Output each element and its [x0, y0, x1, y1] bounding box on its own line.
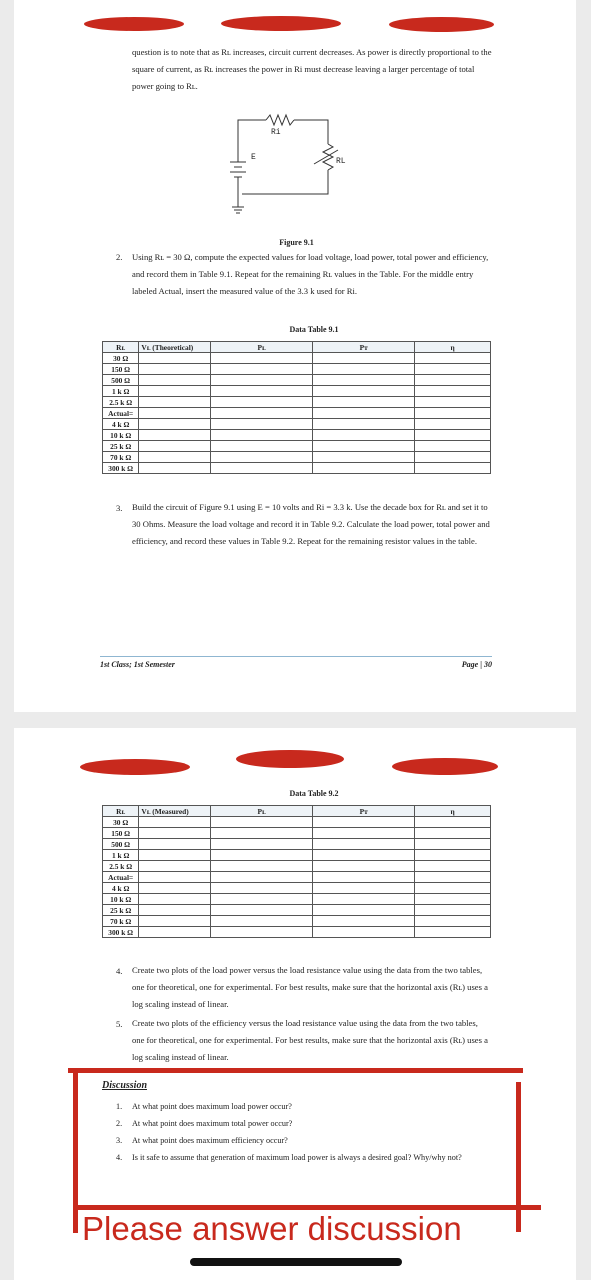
rl-value-cell: 10 k Ω: [103, 894, 139, 905]
empty-cell[interactable]: [211, 408, 313, 419]
discussion-question: [116, 1115, 496, 1132]
rl-value-cell: 2.5 k Ω: [103, 861, 139, 872]
empty-cell[interactable]: [139, 872, 211, 883]
rl-value-cell: 10 k Ω: [103, 430, 139, 441]
empty-cell[interactable]: [139, 397, 211, 408]
empty-cell[interactable]: [313, 375, 415, 386]
empty-cell[interactable]: [415, 905, 491, 916]
step-2-text: Using Rʟ = 30 Ω, compute the expected values for load voltage, load power, total power and efficiency, and record them in Table 9.1. Repeat for the remaining Rʟ values in the Table. For the middle entry labeled Actual, insert the measured value of the 3.3 k used for Ri.: [132, 252, 489, 296]
empty-cell[interactable]: [415, 386, 491, 397]
empty-cell[interactable]: [313, 817, 415, 828]
empty-cell[interactable]: [139, 364, 211, 375]
empty-cell[interactable]: [139, 430, 211, 441]
rl-value-cell: 150 Ω: [103, 364, 139, 375]
footer-divider: [100, 656, 492, 657]
empty-cell[interactable]: [313, 386, 415, 397]
empty-cell[interactable]: [211, 353, 313, 364]
rl-value-cell: Actual=: [103, 408, 139, 419]
empty-cell[interactable]: [415, 441, 491, 452]
table-header-row: [103, 806, 491, 817]
empty-cell[interactable]: [313, 883, 415, 894]
empty-cell[interactable]: [313, 905, 415, 916]
empty-cell[interactable]: [211, 894, 313, 905]
table-row: [103, 375, 491, 386]
data-table-9-2: [102, 805, 491, 938]
table-row: [103, 397, 491, 408]
empty-cell[interactable]: [139, 452, 211, 463]
empty-cell[interactable]: [415, 861, 491, 872]
empty-cell[interactable]: [313, 916, 415, 927]
document-page-1: [14, 0, 576, 712]
redaction-mark: [221, 16, 341, 31]
step-3-text: Build the circuit of Figure 9.1 using E = 10 volts and Ri = 3.3 k. Use the decade box for Rʟ and set it to 30 Ohms. Measure the load voltage and record it in Table 9.2. Calculate the load power, total power and efficiency, and record these values in Table 9.2. Repeat for the remaining resistor values in the table.: [132, 502, 490, 546]
discussion-question: [116, 1149, 496, 1166]
empty-cell[interactable]: [415, 872, 491, 883]
empty-cell[interactable]: [415, 397, 491, 408]
empty-cell[interactable]: [313, 894, 415, 905]
table-row: [103, 452, 491, 463]
empty-cell[interactable]: [313, 419, 415, 430]
question-number: 4.: [116, 1153, 123, 1162]
home-indicator[interactable]: [190, 1258, 402, 1266]
empty-cell[interactable]: [313, 452, 415, 463]
empty-cell[interactable]: [211, 883, 313, 894]
empty-cell[interactable]: [313, 828, 415, 839]
empty-cell[interactable]: [313, 441, 415, 452]
empty-cell[interactable]: [211, 441, 313, 452]
document-page-2: [14, 728, 576, 1280]
empty-cell[interactable]: [415, 883, 491, 894]
empty-cell[interactable]: [211, 839, 313, 850]
empty-cell[interactable]: [313, 927, 415, 938]
empty-cell[interactable]: [211, 905, 313, 916]
table-row: [103, 419, 491, 430]
col-header-eta: η: [415, 342, 491, 353]
empty-cell[interactable]: [313, 408, 415, 419]
step-3-number: 3.: [116, 503, 123, 513]
empty-cell[interactable]: [139, 916, 211, 927]
empty-cell[interactable]: [211, 850, 313, 861]
empty-cell[interactable]: [313, 850, 415, 861]
col-header-pt: Pᴛ: [313, 806, 415, 817]
table-row: [103, 861, 491, 872]
table-row: [103, 883, 491, 894]
table-row: [103, 850, 491, 861]
e-label: E: [251, 153, 256, 162]
empty-cell[interactable]: [211, 872, 313, 883]
rl-label: RL: [336, 157, 346, 166]
question-text: At what point does maximum load power occur?: [132, 1102, 292, 1111]
empty-cell[interactable]: [139, 375, 211, 386]
col-header-vl: Vʟ (Measured): [139, 806, 211, 817]
redaction-mark: [80, 759, 190, 775]
empty-cell[interactable]: [139, 839, 211, 850]
col-header-eta: η: [415, 806, 491, 817]
question-number: 2.: [116, 1119, 123, 1128]
ri-label: Ri: [271, 128, 281, 137]
empty-cell[interactable]: [211, 861, 313, 872]
redaction-mark: [84, 17, 184, 31]
step-2-number: 2.: [116, 252, 123, 262]
rl-value-cell: 70 k Ω: [103, 916, 139, 927]
empty-cell[interactable]: [415, 817, 491, 828]
empty-cell[interactable]: [211, 430, 313, 441]
rl-value-cell: 300 k Ω: [103, 463, 139, 474]
rl-value-cell: 2.5 k Ω: [103, 397, 139, 408]
rl-value-cell: 30 Ω: [103, 353, 139, 364]
discussion-question: [116, 1132, 496, 1149]
step-4-text: Create two plots of the load power versus the load resistance value using the data from the two tables, one for theoretical, one for experimental. For best results, make sure that the horizontal axis (Rʟ) uses a log scaling instead of linear.: [132, 965, 488, 1009]
empty-cell[interactable]: [139, 441, 211, 452]
rl-value-cell: 1 k Ω: [103, 386, 139, 397]
empty-cell[interactable]: [415, 927, 491, 938]
empty-cell[interactable]: [139, 408, 211, 419]
empty-cell[interactable]: [415, 430, 491, 441]
rl-value-cell: 4 k Ω: [103, 419, 139, 430]
table-row: [103, 916, 491, 927]
empty-cell[interactable]: [415, 463, 491, 474]
table-row: [103, 463, 491, 474]
step-5-text: Create two plots of the efficiency versus the load resistance value using the data from the two tables, one for theoretical, one for experimental. For best results, make sure that the horizontal axis (Rʟ) uses a log scaling instead of linear.: [132, 1018, 488, 1062]
empty-cell[interactable]: [415, 894, 491, 905]
table-row: [103, 364, 491, 375]
empty-cell[interactable]: [139, 419, 211, 430]
table-row: [103, 430, 491, 441]
empty-cell[interactable]: [313, 463, 415, 474]
table-row: [103, 905, 491, 916]
empty-cell[interactable]: [211, 386, 313, 397]
table-header-row: [103, 342, 491, 353]
empty-cell[interactable]: [211, 916, 313, 927]
rl-value-cell: 150 Ω: [103, 828, 139, 839]
table-row: [103, 353, 491, 364]
empty-cell[interactable]: [415, 839, 491, 850]
redaction-mark: [389, 17, 494, 32]
rl-value-cell: 500 Ω: [103, 375, 139, 386]
table-row: [103, 817, 491, 828]
empty-cell[interactable]: [211, 419, 313, 430]
question-text: Is it safe to assume that generation of maximum load power is always a desired goal? Why/why not?: [132, 1153, 462, 1162]
empty-cell[interactable]: [211, 463, 313, 474]
col-header-pl: Pʟ: [211, 342, 313, 353]
empty-cell[interactable]: [211, 817, 313, 828]
rl-value-cell: 25 k Ω: [103, 905, 139, 916]
intro-paragraph: question is to note that as Rʟ increases, circuit current decreases. As power is directly proportional to the square of current, as Rʟ increases the power in Ri must decrease leaving a larger percentage of total power going to Rʟ.: [132, 47, 492, 91]
table-row: [103, 894, 491, 905]
table-row: [103, 828, 491, 839]
empty-cell[interactable]: [415, 828, 491, 839]
question-number: 3.: [116, 1136, 123, 1145]
empty-cell[interactable]: [139, 927, 211, 938]
empty-cell[interactable]: [139, 463, 211, 474]
empty-cell[interactable]: [415, 408, 491, 419]
discussion-question: [116, 1098, 496, 1115]
table-9-1-title: Data Table 9.1: [289, 325, 339, 334]
table-row: [103, 839, 491, 850]
question-text: At what point does maximum total power occur?: [132, 1119, 293, 1128]
data-table-9-1: [102, 341, 491, 474]
rl-value-cell: 25 k Ω: [103, 441, 139, 452]
redaction-mark: [392, 758, 498, 775]
footer-page-number: Page | 30: [461, 660, 492, 669]
empty-cell[interactable]: [139, 817, 211, 828]
empty-cell[interactable]: [313, 430, 415, 441]
footer-class-semester: 1st Class; 1st Semester: [100, 660, 175, 669]
table-9-2-title: Data Table 9.2: [289, 789, 339, 798]
annotation-box-top: [68, 1068, 523, 1073]
col-header-vl: Vʟ (Theoretical): [139, 342, 211, 353]
table-row: [103, 441, 491, 452]
empty-cell[interactable]: [313, 872, 415, 883]
empty-cell[interactable]: [139, 353, 211, 364]
empty-cell[interactable]: [211, 828, 313, 839]
empty-cell[interactable]: [211, 364, 313, 375]
table-row: [103, 927, 491, 938]
rl-value-cell: 1 k Ω: [103, 850, 139, 861]
empty-cell[interactable]: [313, 861, 415, 872]
step-5-number: 5.: [116, 1019, 123, 1029]
table-row: [103, 872, 491, 883]
empty-cell[interactable]: [415, 375, 491, 386]
col-header-rl: Rʟ: [103, 342, 139, 353]
col-header-pl: Pʟ: [211, 806, 313, 817]
step-4-number: 4.: [116, 966, 123, 976]
question-text: At what point does maximum efficiency occur?: [132, 1136, 288, 1145]
empty-cell[interactable]: [313, 397, 415, 408]
empty-cell[interactable]: [139, 386, 211, 397]
empty-cell[interactable]: [139, 861, 211, 872]
empty-cell[interactable]: [415, 353, 491, 364]
empty-cell[interactable]: [139, 883, 211, 894]
table-row: [103, 408, 491, 419]
empty-cell[interactable]: [415, 419, 491, 430]
empty-cell[interactable]: [211, 452, 313, 463]
table-row: [103, 386, 491, 397]
col-header-pt: Pᴛ: [313, 342, 415, 353]
discussion-questions: [116, 1098, 496, 1166]
empty-cell[interactable]: [415, 452, 491, 463]
rl-value-cell: Actual=: [103, 872, 139, 883]
empty-cell[interactable]: [313, 353, 415, 364]
figure-caption: Figure 9.1: [279, 238, 314, 247]
col-header-rl: Rʟ: [103, 806, 139, 817]
empty-cell[interactable]: [139, 905, 211, 916]
empty-cell[interactable]: [415, 916, 491, 927]
rl-value-cell: 300 k Ω: [103, 927, 139, 938]
circuit-diagram: [214, 112, 364, 222]
empty-cell[interactable]: [415, 850, 491, 861]
empty-cell[interactable]: [139, 850, 211, 861]
empty-cell[interactable]: [139, 828, 211, 839]
discussion-heading: Discussion: [102, 1080, 148, 1091]
annotation-text: Please answer discussion: [82, 1210, 462, 1247]
empty-cell[interactable]: [211, 927, 313, 938]
rl-value-cell: 30 Ω: [103, 817, 139, 828]
empty-cell[interactable]: [211, 397, 313, 408]
rl-value-cell: 500 Ω: [103, 839, 139, 850]
question-number: 1.: [116, 1102, 123, 1111]
empty-cell[interactable]: [415, 364, 491, 375]
empty-cell[interactable]: [139, 894, 211, 905]
empty-cell[interactable]: [313, 839, 415, 850]
empty-cell[interactable]: [211, 375, 313, 386]
empty-cell[interactable]: [313, 364, 415, 375]
rl-value-cell: 70 k Ω: [103, 452, 139, 463]
rl-value-cell: 4 k Ω: [103, 883, 139, 894]
redaction-mark: [236, 750, 344, 768]
